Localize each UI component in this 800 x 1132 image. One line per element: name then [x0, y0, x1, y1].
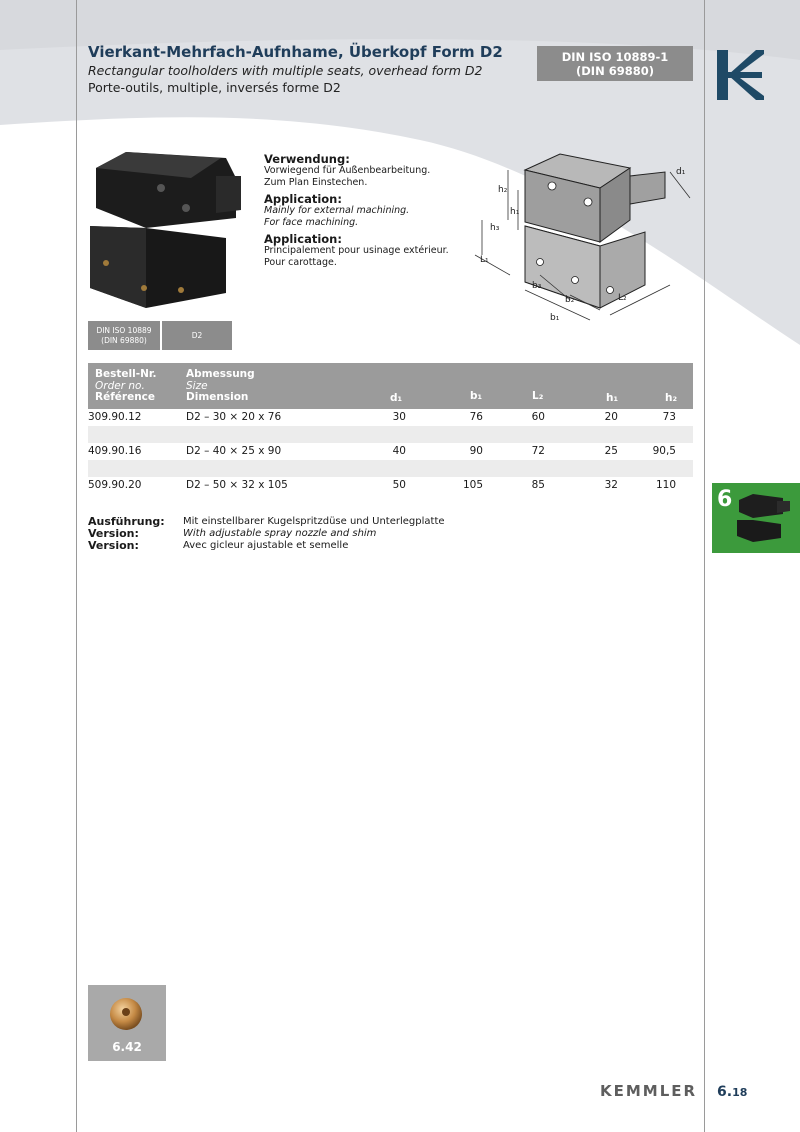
header-l2: L₂: [532, 390, 544, 402]
cell-order: 409.90.16: [88, 445, 142, 457]
cell-order: 309.90.12: [88, 411, 142, 423]
din-standard-line1: DIN ISO 10889-1: [561, 50, 669, 64]
drawing-label-h1: h₁: [510, 207, 520, 217]
title-english: Rectangular toolholders with multiple seats, overhead form D2: [88, 63, 483, 78]
application-de-line2: Zum Plan Einstechen.: [264, 177, 368, 188]
header-dim-fr: Dimension: [186, 391, 249, 403]
cell-b1: 105: [462, 479, 483, 491]
cell-dimension: D2 – 30 × 20 x 76: [186, 411, 282, 423]
cell-l2: 72: [531, 445, 545, 457]
header-h2: h₂: [665, 392, 678, 404]
application-fr-label: Application:: [264, 232, 342, 246]
drawing-label-b1: b₁: [550, 313, 560, 323]
technical-drawing: [470, 150, 700, 340]
cell-l2: 60: [531, 411, 545, 423]
chapter-number: 6: [717, 487, 733, 512]
title-french: Porte-outils, multiple, inversés forme D2: [88, 80, 341, 95]
right-margin-line: [704, 0, 705, 1132]
spray-nozzle-image: [105, 993, 147, 1033]
form-badge: D2: [162, 321, 232, 350]
version-de-label: Ausführung:: [88, 515, 165, 528]
cell-d1: 50: [392, 479, 406, 491]
cell-dimension: D2 – 50 × 32 x 105: [186, 479, 288, 491]
footer-brand: KEMMLER: [600, 1082, 698, 1100]
version-fr-text: Avec gicleur ajustable et semelle: [183, 540, 349, 551]
drawing-label-b2: b₂: [565, 295, 575, 305]
header-d1: d₁: [390, 392, 403, 404]
header-order: [95, 369, 157, 404]
din-standard-line2: (DIN 69880): [576, 64, 654, 78]
table-spacer: [88, 426, 693, 443]
title-german: Vierkant-Mehrfach-Aufnhame, Überkopf Form D2: [88, 43, 503, 61]
cell-order: 509.90.20: [88, 479, 142, 491]
application-en-line2: For face machining.: [264, 217, 359, 228]
din-small-badge: [88, 321, 160, 350]
header-h1: h₁: [606, 392, 619, 404]
drawing-label-d1: d₁: [676, 167, 686, 177]
application-fr-line1: Principalement pour usinage extérieur.: [264, 245, 449, 256]
header-order-en: Order no.: [95, 379, 145, 392]
chapter-tab-product-image: [735, 492, 793, 544]
drawing-label-b3: b₃: [532, 281, 542, 291]
cell-d1: 30: [392, 411, 406, 423]
header-dim-de: Abmessung: [186, 368, 255, 380]
header-dimension: [186, 369, 255, 404]
header-order-fr: Référence: [95, 391, 156, 403]
table-header: [88, 363, 693, 409]
application-de-label: Verwendung:: [264, 152, 350, 166]
din-standard-badge: [537, 46, 693, 81]
din-small-line2: (DIN 69880): [101, 336, 147, 345]
kemmler-logo: [712, 46, 766, 102]
left-margin-line: [76, 0, 77, 1132]
cell-b1: 76: [469, 411, 483, 423]
drawing-label-h2: h₂: [498, 185, 508, 195]
cell-h1: 20: [604, 411, 618, 423]
version-en-text: With adjustable spray nozzle and shim: [183, 528, 377, 539]
header-b1: b₁: [470, 390, 483, 402]
cell-h1: 25: [604, 445, 618, 457]
cell-l2: 85: [531, 479, 545, 491]
application-fr-line2: Pour carottage.: [264, 257, 337, 268]
drawing-label-h3: h₃: [490, 223, 500, 233]
version-de-text: Mit einstellbarer Kugelspritzdüse und Unterlegplatte: [183, 516, 445, 527]
cell-d1: 40: [392, 445, 406, 457]
cell-h1: 32: [604, 479, 618, 491]
table-row: [88, 409, 693, 426]
drawing-label-l1: L₁: [480, 255, 489, 265]
product-table: [88, 363, 693, 494]
drawing-label-l2: L₂: [618, 293, 627, 303]
version-en-label: Version:: [88, 527, 139, 540]
application-en-label: Application:: [264, 192, 342, 206]
cell-h2: 90,5: [652, 445, 676, 457]
header-order-de: Bestell-Nr.: [95, 368, 157, 380]
cell-h2: 110: [655, 479, 676, 491]
page-number-main: 6.: [717, 1084, 733, 1100]
reference-page: 6.42: [112, 1040, 142, 1054]
product-photo: [86, 148, 246, 313]
header-dim-en: Size: [186, 379, 208, 392]
cell-h2: 73: [662, 411, 676, 423]
application-en-line1: Mainly for external machining.: [264, 205, 410, 216]
page-number: [717, 1084, 747, 1100]
version-fr-label: Version:: [88, 539, 139, 552]
application-de-line1: Vorwiegend für Außenbearbeitung.: [264, 165, 431, 176]
cell-b1: 90: [469, 445, 483, 457]
page-number-sub: 18: [732, 1086, 748, 1099]
table-row: [88, 477, 693, 494]
table-spacer: [88, 460, 693, 477]
din-small-line1: DIN ISO 10889: [96, 326, 152, 335]
table-row: [88, 443, 693, 460]
cell-dimension: D2 – 40 × 25 x 90: [186, 445, 282, 457]
